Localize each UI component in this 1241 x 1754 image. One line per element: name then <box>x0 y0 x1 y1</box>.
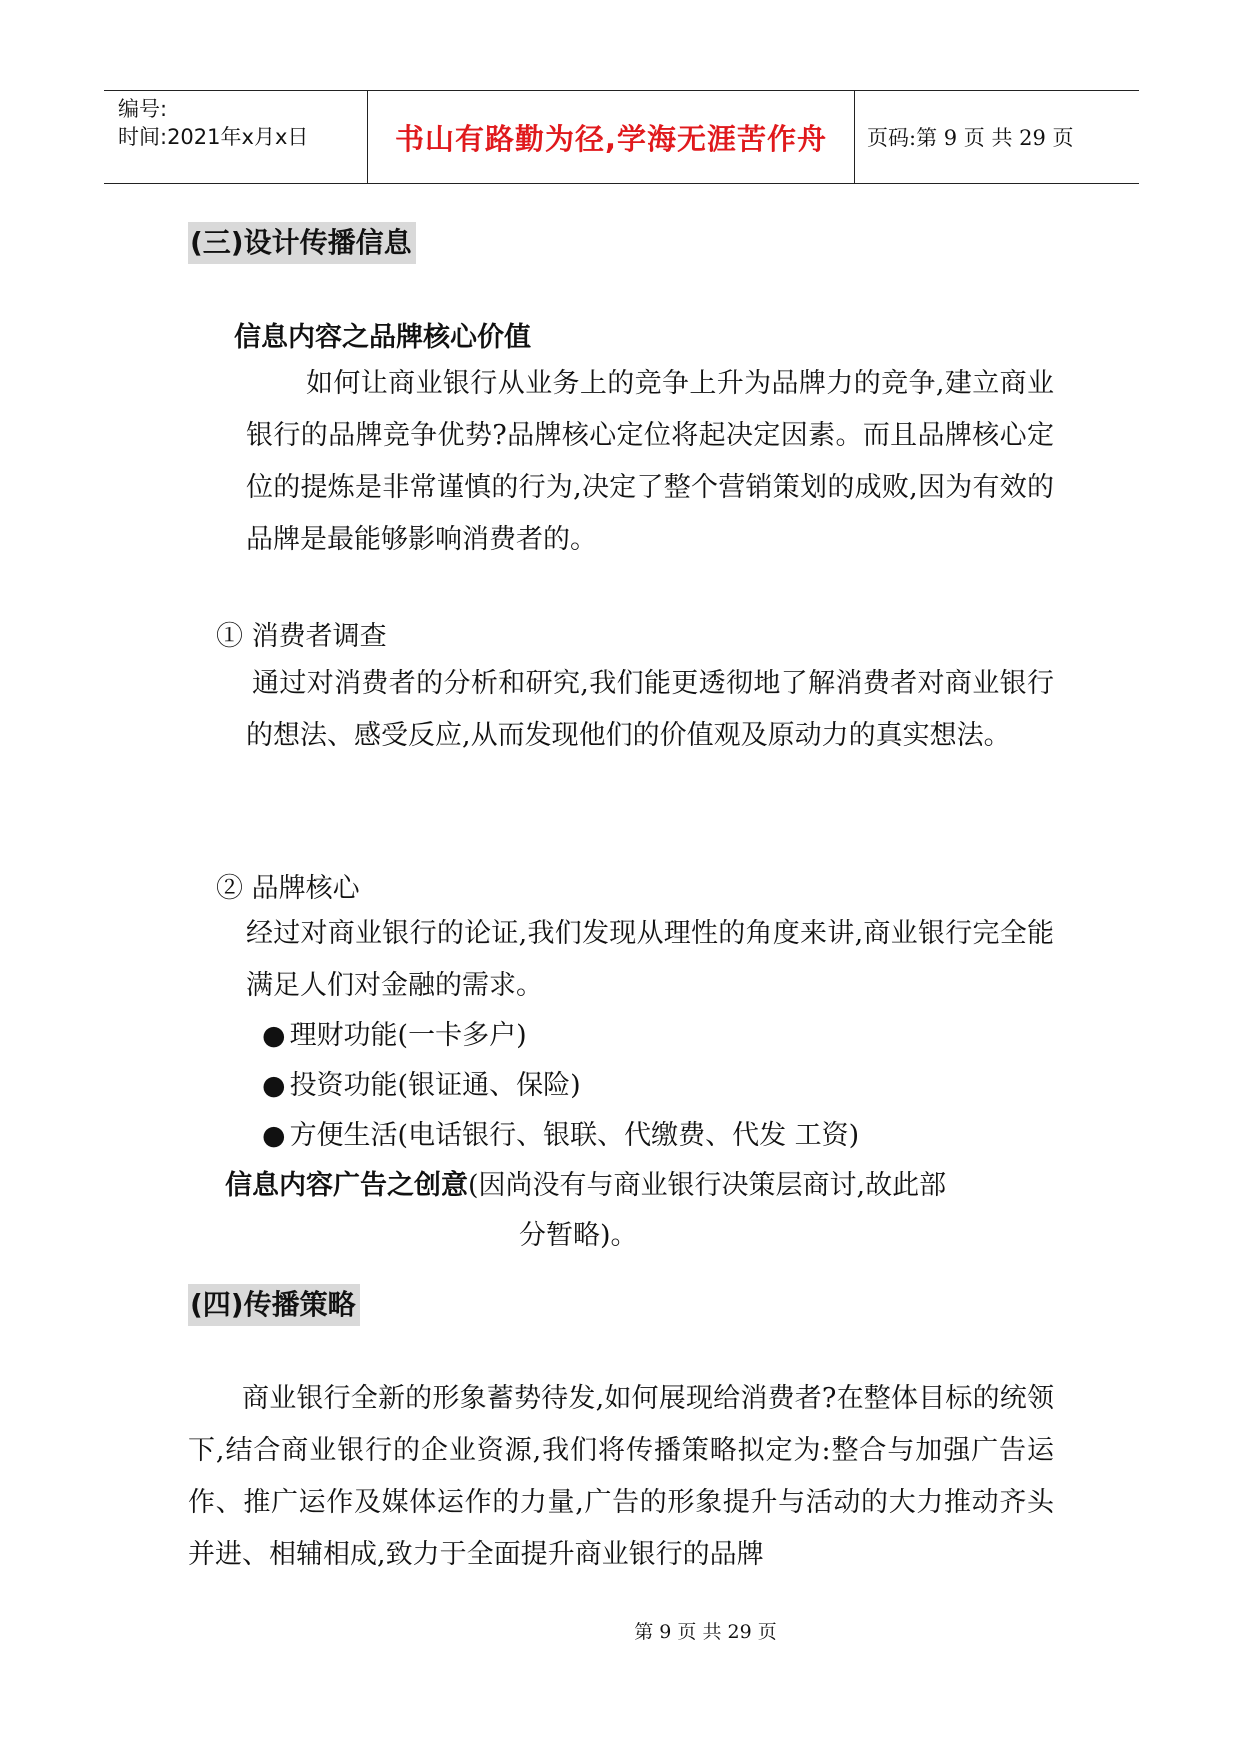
page-footer: 第 9 页 共 29 页 <box>634 1621 777 1643</box>
header-page-cell <box>855 91 1139 183</box>
header-page-info: 页码:第 9 页 共 29 页 <box>867 126 1074 150</box>
section-heading-3: (三)设计传播信息 <box>188 222 416 264</box>
header-meta-cell <box>104 91 368 183</box>
item2-title: ② 品牌核心 <box>216 873 360 904</box>
bullet-item: ● 方便生活(电话银行、银联、代缴费、代发 工资) <box>262 1120 860 1151</box>
document-date-label: 时间:2021年x月x日 <box>118 125 309 149</box>
creative-note-continued: 分暂略)。 <box>519 1220 638 1251</box>
bullet-dot-icon: ● <box>262 1020 286 1051</box>
item1-text: 通过对消费者的分析和研究,我们能更透彻地了解消费者对商业银行的想法、感受反应,从而发现他们的价值观及原动力的真实想法。 <box>246 668 1054 751</box>
document-number-label: 编号: <box>118 97 168 121</box>
item2-text: 经过对商业银行的论证,我们发现从理性的角度来讲,商业银行完全能满足人们对金融的需求。 <box>246 918 1054 1001</box>
section-heading-4: (四)传播策略 <box>188 1284 360 1326</box>
strategy-paragraph: 商业银行全新的形象蓄势待发,如何展现给消费者?在整体目标的统领下,结合商业银行的企业资源,我们将传播策略拟定为:整合与加强广告运作、推广运作及媒体运作的力量,广告的形象提升与活动的大力推动齐头并进、相辅相成,致力于全面提升商业银行的品牌 <box>188 1383 1054 1570</box>
item1-title: ① 消费者调查 <box>216 621 387 652</box>
creative-label: 信息内容广告之创意 <box>225 1170 468 1201</box>
header-motto-cell <box>368 91 855 183</box>
creative-line <box>225 1163 946 1202</box>
creative-note: (因尚没有与商业银行决策层商讨,故此部 <box>468 1170 947 1201</box>
bullet-item: ● 投资功能(银证通、保险) <box>262 1070 581 1101</box>
bullet-item: ● 理财功能(一卡多户) <box>262 1020 527 1051</box>
page-header <box>104 90 1139 184</box>
bullet-dot-icon: ● <box>262 1120 286 1151</box>
bullet-dot-icon: ● <box>262 1070 286 1101</box>
sub-heading-brand-core: 信息内容之品牌核心价值 <box>234 322 531 353</box>
header-motto: 书山有路勤为径,学海无涯苦作舟 <box>394 121 828 156</box>
intro-paragraph: 如何让商业银行从业务上的竞争上升为品牌力的竞争,建立商业银行的品牌竞争优势?品牌核心定位将起决定因素。而且品牌核心定位的提炼是非常谨慎的行为,决定了整个营销策划的成败,因为有效的品牌是最能够影响消费者的。 <box>246 368 1054 555</box>
